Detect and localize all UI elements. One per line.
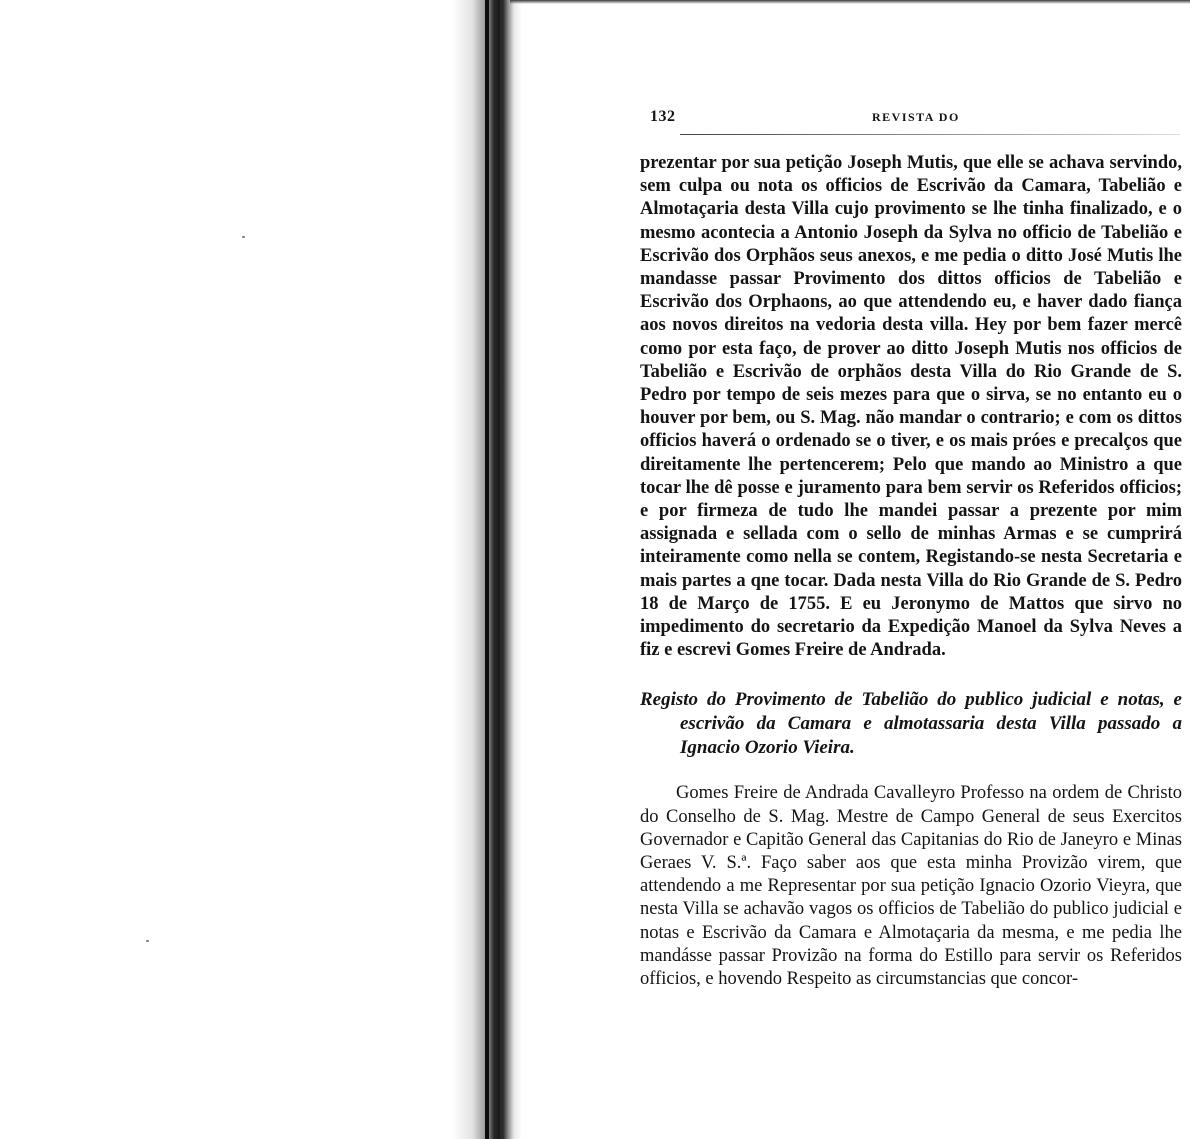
body-paragraph-1: prezentar por sua petição Joseph Mutis, que elle se achava servindo, sem culpa ou nota os officios de Escrivão da Camara, Tabelião e Almotaçaria desta Villa cujo provimento se lhe tinha finalizado, e o mesmo acontecia a Antonio Joseph da Sylva no officio de Tabelião e Escrivão dos Orphãos seus anexos, e me pedia o ditto José Mutis lhe mandasse passar Provimento dos dittos officios de Tabelião e Escrivão dos Orphaons, ao que attendendo eu, e haver dado fiança aos novos direitos na vedoria desta villa. Hey por bem fazer mercê como por esta faço, de prover ao ditto Joseph Mutis nos officios de Tabelião e Escrivão de orphãos desta Villa do Rio Grande de S. Pedro por tempo de seis mezes para que o sirva, se no entanto eu o houver por bem, ou S. Mag. não mandar o contrario; e com os dittos officios haverá o ordenado se o tiver, e os mais próes e precalços que direitamente lhe pertencerem; Pelo que mando ao Ministro a que tocar lhe dê posse e juramento para bem servir os Referidos officios; e por firmeza de tudo lhe mandei passar a prezente por mim assignada e sellada com o sello de minhas Armas e se cumprirá inteiramente como nella se contem, Registando-se nesta Secretaria e mais partes a qne tocar. Dada nesta Villa do Rio Grande de S. Pedro 18 de Março de 1755. E eu Jeronymo de Mattos que sirvo no impedimento do secretario da Expedição Manoel da Sylva Neves a fiz e escrevi Gomes Freire de Andrada. — [640, 153, 1182, 661]
book-page — [640, 108, 1182, 991]
book-spine-line-inner — [500, 0, 503, 1139]
paper-speck — [146, 940, 149, 942]
paper-speck — [242, 236, 245, 238]
header-rule — [680, 134, 1180, 135]
page-top-edge — [510, 0, 1190, 4]
page-number: 132 — [650, 108, 676, 125]
body-paragraph-2: Gomes Freire de Andrada Cavalleyro Professo na ordem de Christo do Conselho de S. Mag. Mestre de Campo General de seus Exercitos Governador e Capitão General das Capitanias do Rio de Janeyro e Minas Geraes V. S.ª. Faço saber aos que esta minha Provizão virem, que attendendo a me Representar por sua petição Ignacio Ozorio Vieyra, que nesta Villa se achavão vagos os officios de Tabelião do publico judicial e notas e Escrivão da Camara e Almotaçaria da mesma, e me pedia lhe mandásse passar Provizão na forma do Estillo para servir os Referidos officios, e hovendo Respeito as circumstancias que concor- — [640, 783, 1182, 990]
book-spine-line — [485, 0, 489, 1139]
section-heading: Registo do Provimento de Tabelião do publico judicial e notas, e escrivão da Camara e almotassaria desta Villa passado a Ignacio Ozorio Vieira. — [640, 689, 1182, 759]
journal-title: REVISTA DO — [872, 110, 960, 124]
running-head — [640, 108, 1182, 138]
